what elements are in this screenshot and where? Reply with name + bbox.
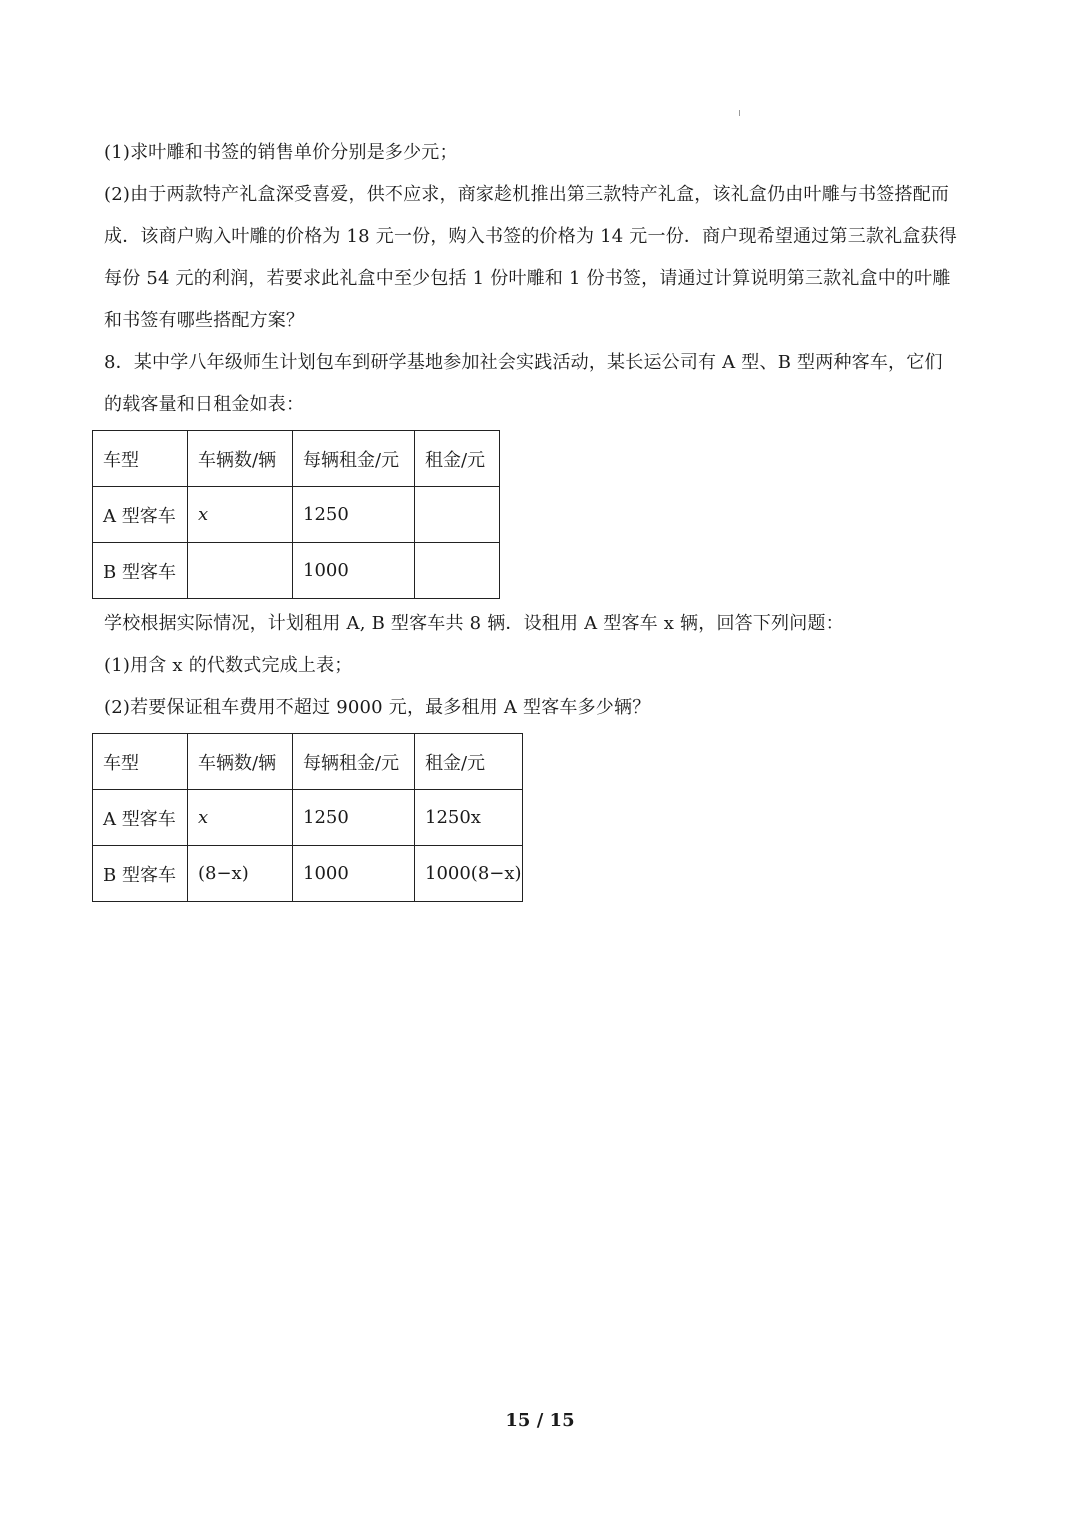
page-number: 15 / 15: [505, 1410, 575, 1431]
q7-part2-line4: 和书签有哪些搭配方案？: [104, 310, 305, 331]
table-cell: [415, 543, 500, 599]
table-cell: A 型客车: [93, 790, 188, 846]
q8-condition: 学校根据实际情况，计划租用 A, B 型客车共 8 辆．设租用 A 型客车 x 辆，回答下列问题：: [104, 613, 844, 634]
table-cell: 1250: [293, 790, 415, 846]
table-header-cell: 租金/元: [415, 431, 500, 487]
table-row: [93, 543, 500, 599]
table-cell: 1250x: [415, 790, 523, 846]
table-cell: 1250: [293, 487, 415, 543]
q8-part2: (2)若要保证租车费用不超过 9000 元，最多租用 A 型客车多少辆？: [104, 697, 651, 718]
q7-part2-line1: (2)由于两款特产礼盒深受喜爱，供不应求，商家趁机推出第三款特产礼盒，该礼盒仍由叶雕与书签搭配而: [104, 184, 950, 205]
scan-mark: [739, 110, 740, 116]
table-header-cell: 车型: [93, 431, 188, 487]
q7-part2-line2: 成．该商户购入叶雕的价格为 18 元一份，购入书签的价格为 14 元一份．商户现希望通过第三款礼盒获得: [104, 226, 957, 247]
rental-table-blank: [92, 430, 500, 599]
table-cell: 1000: [293, 543, 415, 599]
table-cell: B 型客车: [93, 543, 188, 599]
table-row: [93, 790, 523, 846]
table-cell: 1000: [293, 846, 415, 902]
table-cell: [188, 543, 293, 599]
table-cell: A 型客车: [93, 487, 188, 543]
table-header-cell: 每辆租金/元: [293, 431, 415, 487]
table-cell: x: [188, 487, 293, 543]
table-row: [93, 846, 523, 902]
table-cell: B 型客车: [93, 846, 188, 902]
table-cell: x: [188, 790, 293, 846]
table-cell: [415, 487, 500, 543]
table-header-cell: 车辆数/辆: [188, 431, 293, 487]
table-row: [93, 487, 500, 543]
q7-part2-line3: 每份 54 元的利润，若要求此礼盒中至少包括 1 份叶雕和 1 份书签，请通过计算说明第三款礼盒中的叶雕: [104, 268, 951, 289]
table-header-row: [93, 431, 500, 487]
table-cell: (8−x): [188, 846, 293, 902]
table-header-row: [93, 734, 523, 790]
q7-part1: (1)求叶雕和书签的销售单价分别是多少元；: [104, 142, 458, 163]
table-header-cell: 租金/元: [415, 734, 523, 790]
q8-intro-line2: 的载客量和日租金如表：: [104, 394, 305, 415]
table-header-cell: 车辆数/辆: [188, 734, 293, 790]
q8-intro-line1: 8．某中学八年级师生计划包车到研学基地参加社会实践活动，某长运公司有 A 型、B 型两种客车，它们: [104, 352, 943, 373]
page-content: [104, 132, 984, 902]
q8-part1: (1)用含 x 的代数式完成上表；: [104, 655, 353, 676]
table-header-cell: 每辆租金/元: [293, 734, 415, 790]
table-cell: 1000(8−x): [415, 846, 523, 902]
rental-table-answer: [92, 733, 523, 902]
table-header-cell: 车型: [93, 734, 188, 790]
